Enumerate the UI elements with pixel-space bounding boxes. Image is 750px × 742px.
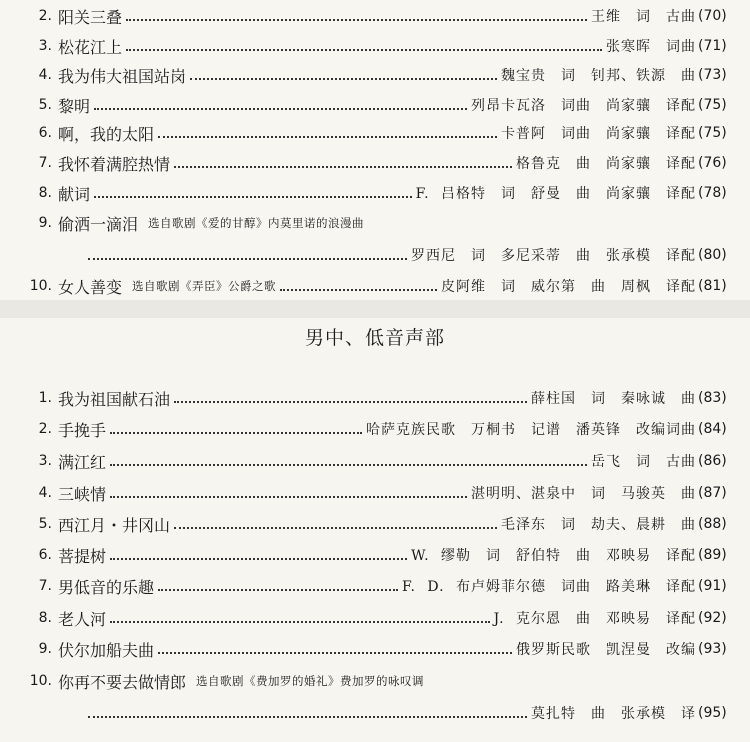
entry-page: (87) [698,485,727,501]
entry-credits: 哈萨克族民歌 万桐书 记谱 潘英锋 改编词曲 [366,422,696,438]
toc-entry [0,414,750,444]
entry-note: 选自歌剧《费加罗的婚礼》费加罗的咏叹调 [196,674,425,688]
entry-note: 选自歌剧《弄臣》公爵之歌 [132,279,277,293]
entry-credits: 罗西尼 词 多尼采蒂 曲 张承模 译配 [411,248,696,264]
entry-number: 5. [38,516,52,532]
entry-page: (75) [698,125,727,141]
dot-leader [110,620,490,623]
toc-entry [0,478,750,508]
dot-leader [158,651,512,654]
entry-title: 手挽手 [58,420,107,440]
dot-leader [94,195,412,198]
entry-title: 啊，我的太阳 [58,124,155,144]
entry-credits: 薛柱国 词 秦咏诚 曲 [531,391,696,407]
entry-number: 7. [38,578,52,594]
toc-entry [0,208,750,238]
section-heading: 男中、低音声部 [304,327,445,349]
entry-credits: 张寒晖 词曲 [606,39,696,55]
toc-entry-continuation [0,698,750,728]
entry-title: 松花江上 [58,37,123,57]
entry-page: (81) [698,278,727,294]
dot-leader [88,715,527,718]
entry-credits: F. 吕格特 词 舒曼 曲 尚家骧 译配 [415,186,696,202]
entry-page: (91) [698,578,727,594]
entry-credits: 列昂卡瓦洛 词曲 尚家骧 译配 [471,98,696,114]
toc-entry-continuation [0,240,750,270]
entry-title: 你再不要去做情郎 [58,672,187,692]
toc-entry [0,90,750,120]
entry-page: (92) [698,610,727,626]
entry-title: 满江红 [58,452,107,472]
entry-number: 5. [38,97,52,113]
entry-credits: 毛泽东 词 劫夫、晨耕 曲 [501,517,696,533]
section-tenor-list [0,0,750,300]
entry-title: 男低音的乐趣 [58,577,155,597]
toc-entry [0,634,750,664]
entry-credits: W. 缪勒 词 舒伯特 曲 邓映易 译配 [411,548,696,564]
dot-leader [110,431,362,434]
entry-number: 8. [38,185,52,201]
entry-credits: 湛明明、湛泉中 词 马骏英 曲 [471,486,696,502]
entry-credits: 俄罗斯民歌 凯涅曼 改编 [516,642,696,658]
dot-leader [126,48,602,51]
dot-leader [174,400,527,403]
entry-credits: 格鲁克 曲 尚家骧 译配 [516,156,696,172]
entry-page: (84) [698,421,727,437]
toc-entry [0,271,750,301]
toc-entry [0,383,750,413]
entry-page: (88) [698,516,727,532]
entry-number: 2. [38,8,52,24]
entry-number: 3. [38,38,52,54]
entry-number: 1. [38,390,52,406]
entry-page: (70) [698,8,727,24]
entry-page: (95) [698,705,727,721]
entry-credits: F. D. 布卢姆菲尔德 词曲 路美琳 译配 [401,579,696,595]
entry-title: 阳关三叠 [58,7,123,27]
entry-number: 10. [29,278,52,294]
page-gap [0,300,750,318]
entry-number: 4. [38,67,52,83]
toc-entry [0,446,750,476]
entry-page: (73) [698,67,727,83]
entry-note: 选自歌剧《爱的甘醇》内莫里诺的浪漫曲 [148,216,365,230]
entry-credits: 魏宝贵 词 钊邦、铁源 曲 [501,68,696,84]
dot-leader [190,77,497,80]
entry-page: (76) [698,155,727,171]
toc-entry [0,603,750,633]
dot-leader [126,18,587,21]
toc-entry [0,666,750,696]
toc-entry [0,1,750,31]
entry-title: 伏尔加船夫曲 [58,640,155,660]
toc-entry [0,118,750,148]
entry-credits: 莫扎特 曲 张承模 译 [531,706,696,722]
toc-entry [0,148,750,178]
dot-leader [94,107,467,110]
entry-number: 7. [38,155,52,171]
entry-page: (86) [698,453,727,469]
entry-page: (78) [698,185,727,201]
toc-entry [0,178,750,208]
entry-number: 9. [38,215,52,231]
entry-number: 2. [38,421,52,437]
dot-leader [158,135,497,138]
entry-credits: 王维 词 古曲 [591,9,696,25]
entry-title: 老人河 [58,609,107,629]
entry-title: 偷洒一滴泪 [58,214,139,234]
entry-page: (93) [698,641,727,657]
toc-entry [0,509,750,539]
dot-leader [110,495,467,498]
entry-number: 3. [38,453,52,469]
entry-title: 菩提树 [58,546,107,566]
entry-number: 4. [38,485,52,501]
dot-leader [110,557,407,560]
entry-page: (89) [698,547,727,563]
entry-credits: 皮阿维 词 威尔第 曲 周枫 译配 [441,279,696,295]
entry-title: 三峡情 [58,484,107,504]
entry-page: (80) [698,247,727,263]
entry-credits: 卡普阿 词曲 尚家骧 译配 [501,126,696,142]
toc-entry [0,31,750,61]
entry-number: 6. [38,125,52,141]
entry-title: 黎明 [58,96,91,116]
entry-page: (71) [698,38,727,54]
entry-title: 女人善变 [58,277,123,297]
toc-entry [0,60,750,90]
entry-title: 西江月・井冈山 [58,515,171,535]
toc-entry [0,540,750,570]
entry-credits: 岳飞 词 古曲 [591,454,696,470]
dot-leader [174,165,512,168]
entry-title: 我为伟大祖国站岗 [58,66,187,86]
entry-title: 我为祖国献石油 [58,389,171,409]
dot-leader [280,288,437,291]
entry-page: (75) [698,97,727,113]
entry-page: (83) [698,390,727,406]
dot-leader [110,463,587,466]
entry-number: 10. [29,673,52,689]
entry-title: 献词 [58,184,91,204]
dot-leader [88,257,407,260]
entry-title: 我怀着满腔热情 [58,154,171,174]
dot-leader [158,588,398,591]
entry-credits: J. 克尔恩 曲 邓映易 译配 [493,611,696,627]
entry-number: 8. [38,610,52,626]
dot-leader [174,526,497,529]
toc-entry [0,571,750,601]
entry-number: 6. [38,547,52,563]
entry-number: 9. [38,641,52,657]
